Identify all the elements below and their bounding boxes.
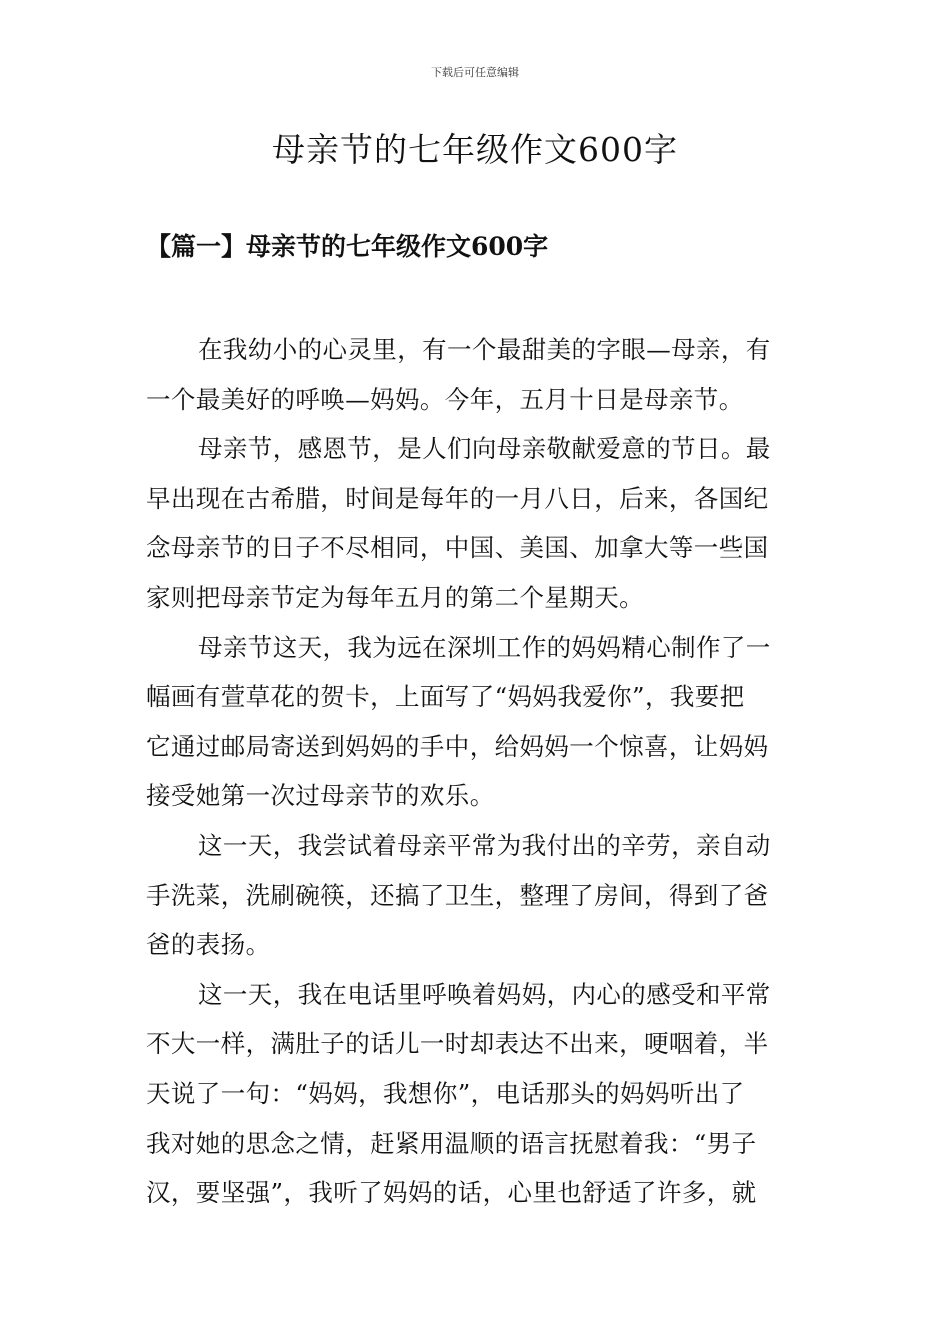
header-note: 下载后可任意编辑	[431, 66, 519, 79]
paragraph-line: 家则把母亲节定为每年五月的第二个星期天。	[146, 582, 644, 612]
paragraph-1	[146, 325, 806, 424]
paragraph-line: 爸的表扬。	[146, 930, 271, 960]
paragraph-line: 早出现在古希腊，时间是每年的一月八日，后来，各国纪	[146, 483, 769, 513]
paragraph-2	[146, 424, 806, 622]
paragraph-line: 不大一样，满肚子的话儿一时却表达不出来，哽咽着，半	[146, 1029, 769, 1059]
paragraph-line: 在我幼小的心灵里，有一个最甜美的字眼—母亲，有	[198, 335, 771, 364]
paragraph-line: 天说了一句：“妈妈，我想你”，电话那头的妈妈听出了	[146, 1078, 745, 1108]
paragraph-line: 母亲节这天，我为远在深圳工作的妈妈精心制作了一	[198, 632, 771, 662]
paragraph-3	[146, 623, 806, 821]
document-title: 母亲节的七年级作文600字	[272, 130, 678, 169]
paragraph-line: 我对她的思念之情，赶紧用温顺的语言抚慰着我：“男子	[146, 1128, 757, 1158]
paragraph-line: 幅画有萱草花的贺卡，上面写了“妈妈我爱你”，我要把	[146, 682, 745, 712]
paragraph-line: 母亲节，感恩节，是人们向母亲敬献爱意的节日。最	[198, 434, 771, 464]
section-subtitle: 【篇一】母亲节的七年级作文600字	[146, 232, 549, 261]
paragraph-line: 念母亲节的日子不尽相同，中国、美国、加拿大等一些国	[146, 533, 769, 563]
paragraph-line: 这一天，我在电话里呼唤着妈妈，内心的感受和平常	[198, 979, 771, 1009]
essay-body	[146, 325, 806, 1218]
paragraph-5	[146, 970, 806, 1218]
paragraph-line: 汉，要坚强”，我听了妈妈的话，心里也舒适了许多，就	[146, 1178, 757, 1208]
paragraph-line: 它通过邮局寄送到妈妈的手中，给妈妈一个惊喜，让妈妈	[146, 731, 769, 761]
paragraph-line: 手洗菜，洗刷碗筷，还搞了卫生，整理了房间，得到了爸	[146, 880, 769, 910]
paragraph-line: 一个最美好的呼唤—妈妈。今年，五月十日是母亲节。	[146, 384, 744, 414]
paragraph-4	[146, 821, 806, 970]
paragraph-line: 这一天，我尝试着母亲平常为我付出的辛劳，亲自动	[198, 830, 771, 860]
paragraph-line: 接受她第一次过母亲节的欢乐。	[146, 781, 495, 811]
